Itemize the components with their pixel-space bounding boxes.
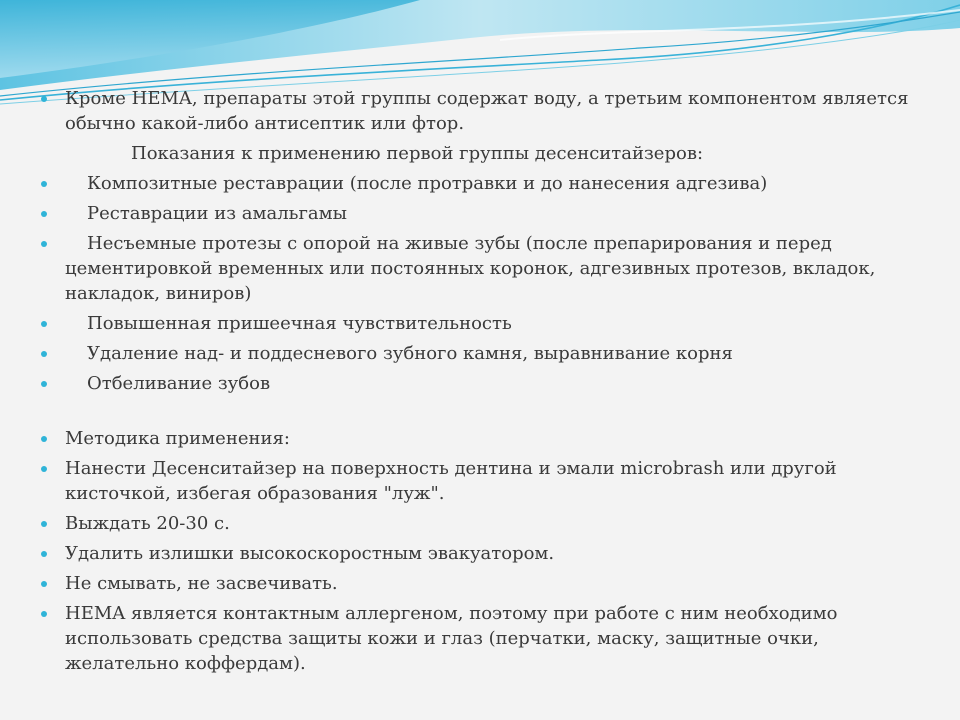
- method-step-item: [40, 511, 920, 536]
- method-heading-item: [40, 426, 920, 451]
- indication-item: [40, 341, 920, 366]
- indication-item: [40, 311, 920, 336]
- indication-text: Повышенная пришеечная чувствительность: [87, 313, 512, 334]
- indications-heading: Показания к применению первой группы десенситайзеров:: [131, 143, 704, 164]
- method-heading: Методика применения:: [65, 428, 290, 449]
- bullet-icon: [40, 511, 48, 536]
- bullet-icon: [40, 86, 48, 111]
- indication-text: Несъемные протезы с опорой на живые зубы (после препарирования и перед цементировкой временных или постоянных коронок, адгезивных протезов, вкладок, накладок, виниров): [65, 233, 876, 304]
- method-step-item: [40, 541, 920, 566]
- bullet-icon: [40, 311, 48, 336]
- bullet-icon: [40, 171, 48, 196]
- method-step-text: Выждать 20-30 с.: [65, 513, 230, 534]
- bullet-icon: [40, 201, 48, 226]
- indication-item: [40, 231, 920, 306]
- bullet-icon: [40, 456, 48, 481]
- method-step-item: [40, 571, 920, 596]
- method-step-text: Не смывать, не засвечивать.: [65, 573, 338, 594]
- method-step-item: [40, 456, 920, 506]
- bullet-icon: [40, 571, 48, 596]
- indication-item: [40, 171, 920, 196]
- bullet-icon: [40, 601, 48, 626]
- blank-line: [40, 401, 920, 426]
- intro-text: Кроме HEMA, препараты этой группы содержат воду, а третьим компонентом является обычно какой-либо антисептик или фтор.: [65, 88, 909, 134]
- bullet-icon: [40, 541, 48, 566]
- indication-text: Композитные реставрации (после протравки и до нанесения адгезива): [87, 173, 768, 194]
- indication-text: Отбеливание зубов: [87, 373, 271, 394]
- bullet-icon: [40, 371, 48, 396]
- indication-item: [40, 201, 920, 226]
- bullet-icon: [40, 341, 48, 366]
- method-step-text: HEMA является контактным аллергеном, поэтому при работе с ним необходимо использовать средства защиты кожи и глаз (перчатки, маску, защитные очки, желательно коффердам).: [65, 603, 838, 674]
- indication-item: [40, 371, 920, 396]
- bullet-icon: [40, 231, 48, 256]
- method-step-text: Удалить излишки высокоскоростным эвакуатором.: [65, 543, 555, 564]
- indication-text: Реставрации из амальгамы: [87, 203, 347, 224]
- indication-text: Удаление над- и поддесневого зубного камня, выравнивание корня: [87, 343, 733, 364]
- bullet-icon: [40, 426, 48, 451]
- method-step-text: Нанести Десенситайзер на поверхность дентина и эмали microbrash или другой кисточкой, избегая образования "луж".: [65, 458, 837, 504]
- bullet-item-intro: [40, 86, 920, 136]
- method-step-item: [40, 601, 920, 676]
- slide-content: [40, 86, 920, 681]
